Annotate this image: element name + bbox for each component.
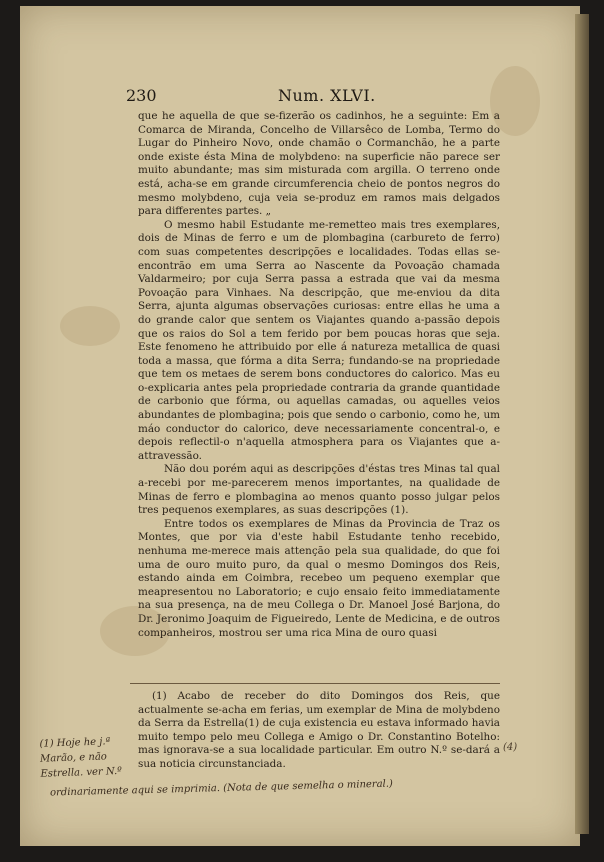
body-text bbox=[138, 110, 500, 640]
paragraph: O mesmo habil Estudante me-remetteo mais tres exemplares, dois de Minas de ferro e um de plombagina (carbureto de ferro) com suas competentes descripções e localidades. Todas ellas se-encontrão em uma Serra ao Nascente da Povoação chamada Valdarmeiro; por cuja Serra passa a estrada que vai da mesma Povoação para Vinhaes. Na descripção, que me-enviou da dita Serra, ajunta algumas observações curiosas: entre ellas he uma a do grande calor que sentem os Viajantes quando a-passão depois que os raios do Sol a tem ferido por bem poucas horas que seja. Este fenomeno he attribuido por elle á natureza metallica de quasi toda a massa, que fórma a dita Serra; fundando-se na propriedade que tem os metaes de serem bons conductores do calorico. Mas eu o-explicaria antes pela propriedade contraria da grande quantidade de carbonio que fórma, ou aquellas camadas, ou aquelles veios abundantes de plombagina; pois que sendo o carbonio, como he, um máo conductor do calorico, deve necessariamente concentral-o, e depois reflectil-o n'aquella atmosphera para os Viajantes que a-attravessão. bbox=[138, 218, 500, 462]
page-header bbox=[126, 86, 426, 108]
handwritten-side-mark: (4) bbox=[503, 742, 518, 753]
page-edge bbox=[575, 14, 589, 834]
paragraph: Não dou porém aqui as descripções d'éstas tres Minas tal qual a-recebi por me-parecerem menos importantes, na qualidade de Minas de ferro e plombagina ao menos quanto posso julgar pelos tres pequenos exemplares, as suas descripções (1). bbox=[138, 463, 500, 517]
footnote: (1) Acabo de receber do dito Domingos dos Reis, que actualmente se-acha em ferias, um exemplar de Mina de molybdeno da Serra da Estrella(1) de cuja existencia eu estava informado havia muito tempo pelo meu Collega e Amigo o Dr. Constantino Botelho: mas ignorava-se a sua localidade particular. Em outro N.º se-dará a sua noticia circunstanciada. bbox=[138, 690, 500, 770]
handwritten-annotation: ordinariamente aqui se imprimia. (Nota de que semelha o mineral.) bbox=[49, 778, 394, 799]
page-number: 230 bbox=[126, 86, 157, 105]
paragraph: Entre todos os exemplares de Minas da Provincia de Traz os Montes, que por via d'este habil Estudante tenho recebido, nenhuma me-merece mais attenção pela sua qualidade, do que foi uma de ouro muito puro, da qual o mesmo Domingos dos Reis, estando ainda em Coimbra, recebeo um pequeno exemplar que meapresentou no Laboratorio; e cujo ensaio feito immediatamente na sua presença, na de meu Collega o Dr. Manoel José Barjona, do Dr. Jeronimo Joaquim de Figueiredo, Lente de Medicina, e de outros companheiros, mostrou ser uma rica Mina de ouro quasi bbox=[138, 517, 500, 639]
issue-title: Num. XLVI. bbox=[278, 86, 376, 105]
footnote-rule bbox=[130, 683, 500, 684]
handwritten-margin-note: (1) Hoje he j.ª Marão, e não Estrella. ver N.º bbox=[39, 736, 123, 780]
paragraph: que he aquella de que se-fizerão os cadinhos, he a seguinte: Em a Comarca de Miranda, Concelho de Villarsêco de Lomba, Termo do Lugar do Pinheiro Novo, onde chamão o Cormanchão, he a parte onde existe ésta Mina de molybdeno: na superficie não parece ser muito abundante; mas sim misturada com argilla. O terreno onde está, acha-se em grande circumferencia cheio de pontos negros do mesmo molybdeno, cuja veia se-produz em ramos mais delgados para differentes partes. „ bbox=[138, 110, 500, 218]
